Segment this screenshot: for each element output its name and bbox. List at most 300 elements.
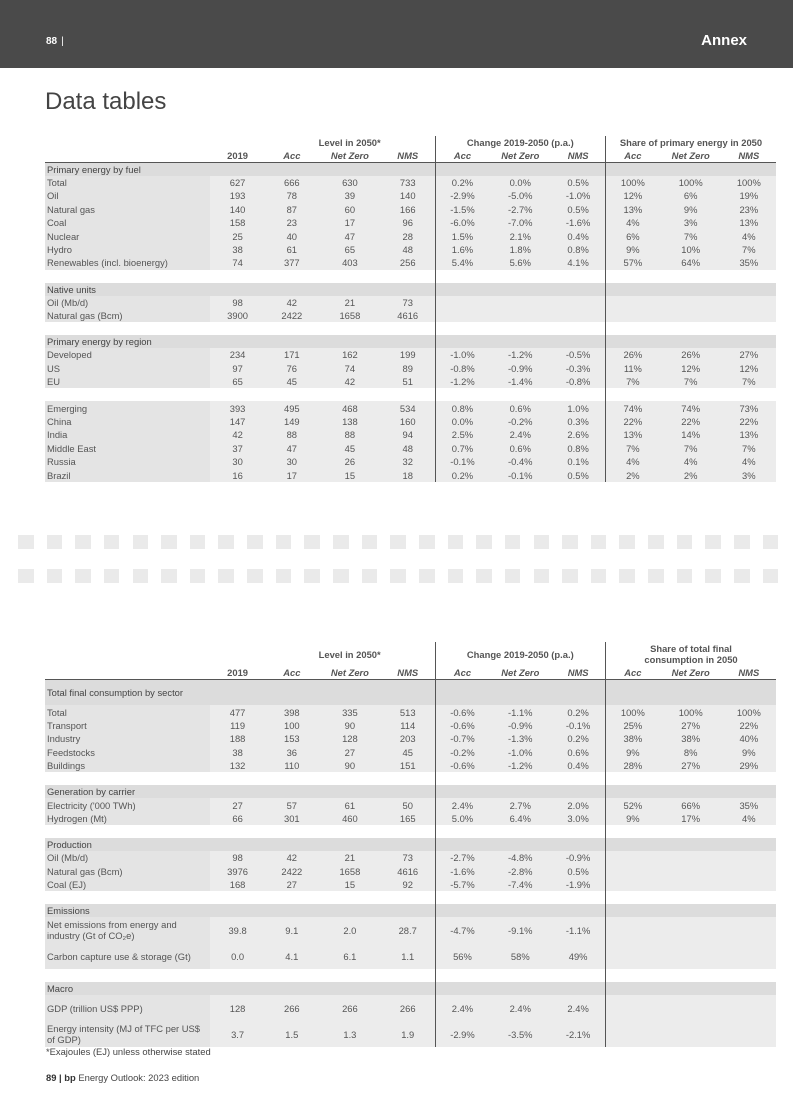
table-cell: 50 xyxy=(381,798,435,811)
table-cell: -0.9% xyxy=(489,719,551,732)
table-row xyxy=(45,428,776,441)
table-cell: -7.0% xyxy=(489,216,551,229)
table-cell: 2.4% xyxy=(435,798,489,811)
table-cell xyxy=(660,865,722,878)
table-cell: -0.4% xyxy=(489,455,551,468)
table-cell: -4.8% xyxy=(489,851,551,864)
table-cell: 203 xyxy=(381,732,435,745)
table-row xyxy=(45,1021,776,1047)
decorative-square xyxy=(734,535,750,549)
table-cell: 0.5% xyxy=(551,468,605,481)
table-cell: 100% xyxy=(606,176,660,189)
table-cell: 0.6% xyxy=(489,401,551,414)
table-cell: 0.1% xyxy=(551,455,605,468)
table-cell: 4% xyxy=(606,455,660,468)
table-cell: 0.4% xyxy=(551,229,605,242)
table-cell xyxy=(551,296,605,309)
table-cell: 27% xyxy=(660,719,722,732)
table-cell: 37 xyxy=(210,442,264,455)
decorative-square xyxy=(75,535,91,549)
table-cell xyxy=(606,309,660,322)
table-row xyxy=(45,176,776,189)
table-cell: 9% xyxy=(606,812,660,825)
table-cell: 1658 xyxy=(319,309,381,322)
col-acc: Acc xyxy=(265,666,319,679)
table-cell: -2.9% xyxy=(435,1021,489,1047)
table-cell: 5.0% xyxy=(435,812,489,825)
table-cell: 22% xyxy=(722,415,776,428)
table-row xyxy=(45,746,776,759)
table-cell: 26% xyxy=(660,348,722,361)
table-cell: 1.0% xyxy=(551,401,605,414)
table-cell: 74 xyxy=(210,256,264,269)
table-cell: 4% xyxy=(722,229,776,242)
decorative-square xyxy=(247,569,263,583)
row-label: Natural gas (Bcm) xyxy=(45,865,210,878)
table-cell: 3.0% xyxy=(551,812,605,825)
decorative-square xyxy=(47,569,63,583)
table-cell: 42 xyxy=(265,851,319,864)
table-cell: 468 xyxy=(319,401,381,414)
table-cell: 22% xyxy=(722,719,776,732)
table-cell: 94 xyxy=(381,428,435,441)
section-heading-row xyxy=(45,335,776,348)
table-cell xyxy=(606,917,660,943)
table-cell: 256 xyxy=(381,256,435,269)
table-cell: 22% xyxy=(606,415,660,428)
table-cell: 4% xyxy=(722,812,776,825)
table-cell: 38 xyxy=(210,746,264,759)
table-cell: 61 xyxy=(265,243,319,256)
table-cell: 30 xyxy=(265,455,319,468)
table-cell: 45 xyxy=(265,375,319,388)
decorative-square xyxy=(333,569,349,583)
table-cell xyxy=(606,865,660,878)
decorative-square xyxy=(591,535,607,549)
table-cell: 168 xyxy=(210,878,264,891)
decorative-square xyxy=(562,535,578,549)
table-cell: 7% xyxy=(722,442,776,455)
table-cell: 22% xyxy=(660,415,722,428)
table-cell: -0.8% xyxy=(435,362,489,375)
table-cell: 25% xyxy=(606,719,660,732)
table-cell: 21 xyxy=(319,851,381,864)
table-cell: 3976 xyxy=(210,865,264,878)
table-cell: 158 xyxy=(210,216,264,229)
table-cell: 114 xyxy=(381,719,435,732)
row-label: Middle East xyxy=(45,442,210,455)
table-cell: 18 xyxy=(381,468,435,481)
table-cell: 3% xyxy=(660,216,722,229)
table-cell: 0.7% xyxy=(435,442,489,455)
table-cell: 0.2% xyxy=(435,176,489,189)
table-cell: 76 xyxy=(265,362,319,375)
table-cell: -2.7% xyxy=(489,203,551,216)
decorative-square xyxy=(619,535,635,549)
decorative-square xyxy=(591,569,607,583)
table-cell: -1.1% xyxy=(551,917,605,943)
table-row xyxy=(45,309,776,322)
table-cell: 45 xyxy=(381,746,435,759)
table-cell: 28.7 xyxy=(381,917,435,943)
table-cell: 2.7% xyxy=(489,798,551,811)
table-cell: 460 xyxy=(319,812,381,825)
row-label: US xyxy=(45,362,210,375)
table-cell: 6% xyxy=(606,229,660,242)
header-share-final: Share of total final consumption in 2050 xyxy=(606,642,777,666)
table-cell: 36 xyxy=(265,746,319,759)
section-heading: Macro xyxy=(45,982,210,995)
table-cell: 19% xyxy=(722,189,776,202)
col-net-zero: Net Zero xyxy=(489,149,551,162)
table-cell: 26 xyxy=(319,455,381,468)
table-cell xyxy=(722,851,776,864)
table-cell: -1.0% xyxy=(551,189,605,202)
section-heading-row xyxy=(45,163,776,176)
table-cell: 42 xyxy=(265,296,319,309)
spacer-row xyxy=(45,388,776,401)
table-cell: 2.0% xyxy=(551,798,605,811)
table-cell: 4616 xyxy=(381,309,435,322)
table-cell xyxy=(606,296,660,309)
table-cell: 9% xyxy=(722,746,776,759)
table-row xyxy=(45,865,776,878)
table-cell xyxy=(722,309,776,322)
table-row xyxy=(45,719,776,732)
table-cell: 35% xyxy=(722,798,776,811)
table-cell: -0.9% xyxy=(489,362,551,375)
table-cell: -1.6% xyxy=(435,865,489,878)
table-cell: 16 xyxy=(210,468,264,481)
table-row xyxy=(45,468,776,481)
col-nms: NMS xyxy=(722,149,776,162)
table-cell: 0.5% xyxy=(551,203,605,216)
row-label: Energy intensity (MJ of TFC per US$ of GDP) xyxy=(45,1021,210,1047)
table-cell: 4% xyxy=(660,455,722,468)
table-cell: 0.5% xyxy=(551,865,605,878)
table-cell: 151 xyxy=(381,759,435,772)
table-cell: 2.0 xyxy=(319,917,381,943)
decorative-square xyxy=(448,535,464,549)
table-cell: 477 xyxy=(210,705,264,718)
section-heading: Native units xyxy=(45,283,210,296)
table-cell: 140 xyxy=(210,203,264,216)
table-cell: 733 xyxy=(381,176,435,189)
table-cell: 132 xyxy=(210,759,264,772)
col-acc: Acc xyxy=(606,666,660,679)
decorative-square xyxy=(705,535,721,549)
table-row xyxy=(45,415,776,428)
table-cell: -0.5% xyxy=(551,348,605,361)
table-cell: 74% xyxy=(660,401,722,414)
table-cell: 7% xyxy=(722,243,776,256)
spacer-row xyxy=(45,270,776,283)
row-label: Feedstocks xyxy=(45,746,210,759)
decorative-square xyxy=(648,569,664,583)
col-acc: Acc xyxy=(435,149,489,162)
decorative-square xyxy=(705,569,721,583)
table-cell: -1.2% xyxy=(435,375,489,388)
table-cell: 100 xyxy=(265,719,319,732)
table-cell xyxy=(606,878,660,891)
table-row xyxy=(45,362,776,375)
table-cell xyxy=(660,1021,722,1047)
table-cell xyxy=(551,309,605,322)
table-row xyxy=(45,812,776,825)
table-cell: 403 xyxy=(319,256,381,269)
header-page-number: 88 | xyxy=(46,36,64,47)
table-cell: 74% xyxy=(606,401,660,414)
row-label: Net emissions from energy and industry (Gt of CO₂e) xyxy=(45,917,210,943)
row-label: Transport xyxy=(45,719,210,732)
table-row xyxy=(45,243,776,256)
table-cell: 0.2% xyxy=(435,468,489,481)
table-cell: 3900 xyxy=(210,309,264,322)
table-cell: 48 xyxy=(381,442,435,455)
table-cell: 0.0% xyxy=(489,176,551,189)
decorative-square xyxy=(390,569,406,583)
table-cell: 15 xyxy=(319,468,381,481)
table-cell: 335 xyxy=(319,705,381,718)
table-cell: -0.2% xyxy=(489,415,551,428)
col-net-zero: Net Zero xyxy=(489,666,551,679)
table-cell: -1.0% xyxy=(489,746,551,759)
table-cell: 5.4% xyxy=(435,256,489,269)
decorative-square xyxy=(161,569,177,583)
table-cell: 13% xyxy=(606,428,660,441)
table-cell: 39 xyxy=(319,189,381,202)
table-cell: 88 xyxy=(319,428,381,441)
decorative-square xyxy=(448,569,464,583)
decorative-square xyxy=(362,569,378,583)
table-cell: -5.7% xyxy=(435,878,489,891)
primary-energy-table xyxy=(45,136,776,482)
table-cell xyxy=(660,995,722,1021)
table-cell: 119 xyxy=(210,719,264,732)
table-cell: 21 xyxy=(319,296,381,309)
col-nms: NMS xyxy=(381,666,435,679)
table-cell: 0.2% xyxy=(551,705,605,718)
table-cell: 17% xyxy=(660,812,722,825)
table-cell: 17 xyxy=(319,216,381,229)
row-label: Russia xyxy=(45,455,210,468)
decorative-square xyxy=(677,569,693,583)
table-row xyxy=(45,203,776,216)
table-cell xyxy=(722,995,776,1021)
row-label: Oil (Mb/d) xyxy=(45,851,210,864)
table-cell: 627 xyxy=(210,176,264,189)
row-label: Nuclear xyxy=(45,229,210,242)
table-cell: 88 xyxy=(265,428,319,441)
table-cell: 25 xyxy=(210,229,264,242)
table-cell xyxy=(660,851,722,864)
header-section-title: Annex xyxy=(701,32,747,49)
table-cell: 1658 xyxy=(319,865,381,878)
table-cell xyxy=(660,917,722,943)
table-cell: 2.6% xyxy=(551,428,605,441)
decorative-square xyxy=(161,535,177,549)
table-cell: 57 xyxy=(265,798,319,811)
table-cell xyxy=(722,1021,776,1047)
table-cell: 2.4% xyxy=(551,995,605,1021)
spacer-row xyxy=(45,772,776,785)
table-cell: 3.7 xyxy=(210,1021,264,1047)
table-cell: -0.6% xyxy=(435,705,489,718)
table-cell: -0.6% xyxy=(435,719,489,732)
col-nms: NMS xyxy=(722,666,776,679)
decorative-square xyxy=(362,535,378,549)
table-cell: 4% xyxy=(606,216,660,229)
table-cell: 27 xyxy=(319,746,381,759)
table-cell: 38 xyxy=(210,243,264,256)
col-net-zero: Net Zero xyxy=(319,149,381,162)
table-row xyxy=(45,878,776,891)
table-cell: 7% xyxy=(722,375,776,388)
table-cell: 6.1 xyxy=(319,943,381,969)
row-label: Industry xyxy=(45,732,210,745)
col-acc: Acc xyxy=(265,149,319,162)
table-cell: 12% xyxy=(660,362,722,375)
table-cell: -2.8% xyxy=(489,865,551,878)
table-cell: -1.2% xyxy=(489,759,551,772)
section-heading: Primary energy by fuel xyxy=(45,163,210,176)
table-cell: 166 xyxy=(381,203,435,216)
row-label: Hydro xyxy=(45,243,210,256)
table-cell xyxy=(435,309,489,322)
decorative-square xyxy=(218,569,234,583)
decorative-square xyxy=(190,535,206,549)
table-cell: 51 xyxy=(381,375,435,388)
table-cell: 147 xyxy=(210,415,264,428)
table-cell: 2.4% xyxy=(489,428,551,441)
table-cell: -1.0% xyxy=(435,348,489,361)
table-cell: 28 xyxy=(381,229,435,242)
table-row xyxy=(45,851,776,864)
spacer-row xyxy=(45,969,776,982)
section-heading-row xyxy=(45,283,776,296)
table-cell: 87 xyxy=(265,203,319,216)
table-cell: 0.8% xyxy=(435,401,489,414)
table-cell: 1.1 xyxy=(381,943,435,969)
table-cell: -0.1% xyxy=(551,719,605,732)
table-cell: -1.4% xyxy=(489,375,551,388)
table-cell: 27 xyxy=(210,798,264,811)
table-cell: 513 xyxy=(381,705,435,718)
row-label: Developed xyxy=(45,348,210,361)
table-cell: 1.3 xyxy=(319,1021,381,1047)
table-cell xyxy=(489,309,551,322)
row-label: Natural gas (Bcm) xyxy=(45,309,210,322)
decorative-square xyxy=(677,535,693,549)
table-cell: 377 xyxy=(265,256,319,269)
row-label: China xyxy=(45,415,210,428)
table-cell xyxy=(722,865,776,878)
table-cell: 64% xyxy=(660,256,722,269)
table-cell: 7% xyxy=(606,442,660,455)
table-cell xyxy=(606,943,660,969)
table-cell: -1.6% xyxy=(551,216,605,229)
table-cell: 6% xyxy=(660,189,722,202)
decorative-square xyxy=(18,569,34,583)
table-cell: 39.8 xyxy=(210,917,264,943)
table-cell: 65 xyxy=(210,375,264,388)
table-cell: -2.9% xyxy=(435,189,489,202)
table-row xyxy=(45,216,776,229)
table-cell: 128 xyxy=(319,732,381,745)
table-cell: 11% xyxy=(606,362,660,375)
decorative-dots-row xyxy=(18,569,778,583)
table-cell: 23 xyxy=(265,216,319,229)
row-label: Hydrogen (Mt) xyxy=(45,812,210,825)
table-cell: 45 xyxy=(319,442,381,455)
decorative-square xyxy=(104,569,120,583)
table-cell: 7% xyxy=(660,375,722,388)
table-cell: 2.1% xyxy=(489,229,551,242)
table-cell: 3% xyxy=(722,468,776,481)
table-cell: 28% xyxy=(606,759,660,772)
table-cell xyxy=(606,995,660,1021)
table-cell xyxy=(489,296,551,309)
table-cell: 100% xyxy=(722,705,776,718)
spacer-row xyxy=(45,891,776,904)
decorative-square xyxy=(18,535,34,549)
decorative-square xyxy=(534,569,550,583)
decorative-square xyxy=(419,569,435,583)
table-cell: 40% xyxy=(722,732,776,745)
section-heading-row xyxy=(45,904,776,917)
decorative-square xyxy=(333,535,349,549)
table-cell: -1.3% xyxy=(489,732,551,745)
table-cell: 27% xyxy=(722,348,776,361)
col-acc: Acc xyxy=(435,666,489,679)
table-cell: 1.9 xyxy=(381,1021,435,1047)
table-cell xyxy=(722,943,776,969)
table-cell: 2% xyxy=(660,468,722,481)
table-cell: 29% xyxy=(722,759,776,772)
table-cell: 90 xyxy=(319,759,381,772)
decorative-square xyxy=(133,569,149,583)
table-cell: 66 xyxy=(210,812,264,825)
table-row xyxy=(45,917,776,943)
table-cell xyxy=(660,309,722,322)
decorative-square xyxy=(419,535,435,549)
table-cell: 165 xyxy=(381,812,435,825)
decorative-square xyxy=(562,569,578,583)
table-cell: 0.0% xyxy=(435,415,489,428)
page-title: Data tables xyxy=(45,88,167,115)
section-heading: Total final consumption by sector xyxy=(45,679,210,705)
table-cell: 266 xyxy=(381,995,435,1021)
row-label: Carbon capture use & storage (Gt) xyxy=(45,943,210,969)
section-heading-row xyxy=(45,679,776,705)
col-net-zero: Net Zero xyxy=(319,666,381,679)
table-row xyxy=(45,348,776,361)
header-level-2050: Level in 2050* xyxy=(318,137,381,149)
row-label: Oil (Mb/d) xyxy=(45,296,210,309)
decorative-square xyxy=(763,569,779,583)
table-cell: 2422 xyxy=(265,865,319,878)
table-cell: 4.1 xyxy=(265,943,319,969)
table-cell: 534 xyxy=(381,401,435,414)
table-cell: -0.6% xyxy=(435,759,489,772)
row-label: Coal xyxy=(45,216,210,229)
table-cell: 13% xyxy=(722,216,776,229)
row-label: Brazil xyxy=(45,468,210,481)
table-cell: 47 xyxy=(265,442,319,455)
row-label: Electricity ('000 TWh) xyxy=(45,798,210,811)
table-cell: -0.2% xyxy=(435,746,489,759)
decorative-square xyxy=(104,535,120,549)
